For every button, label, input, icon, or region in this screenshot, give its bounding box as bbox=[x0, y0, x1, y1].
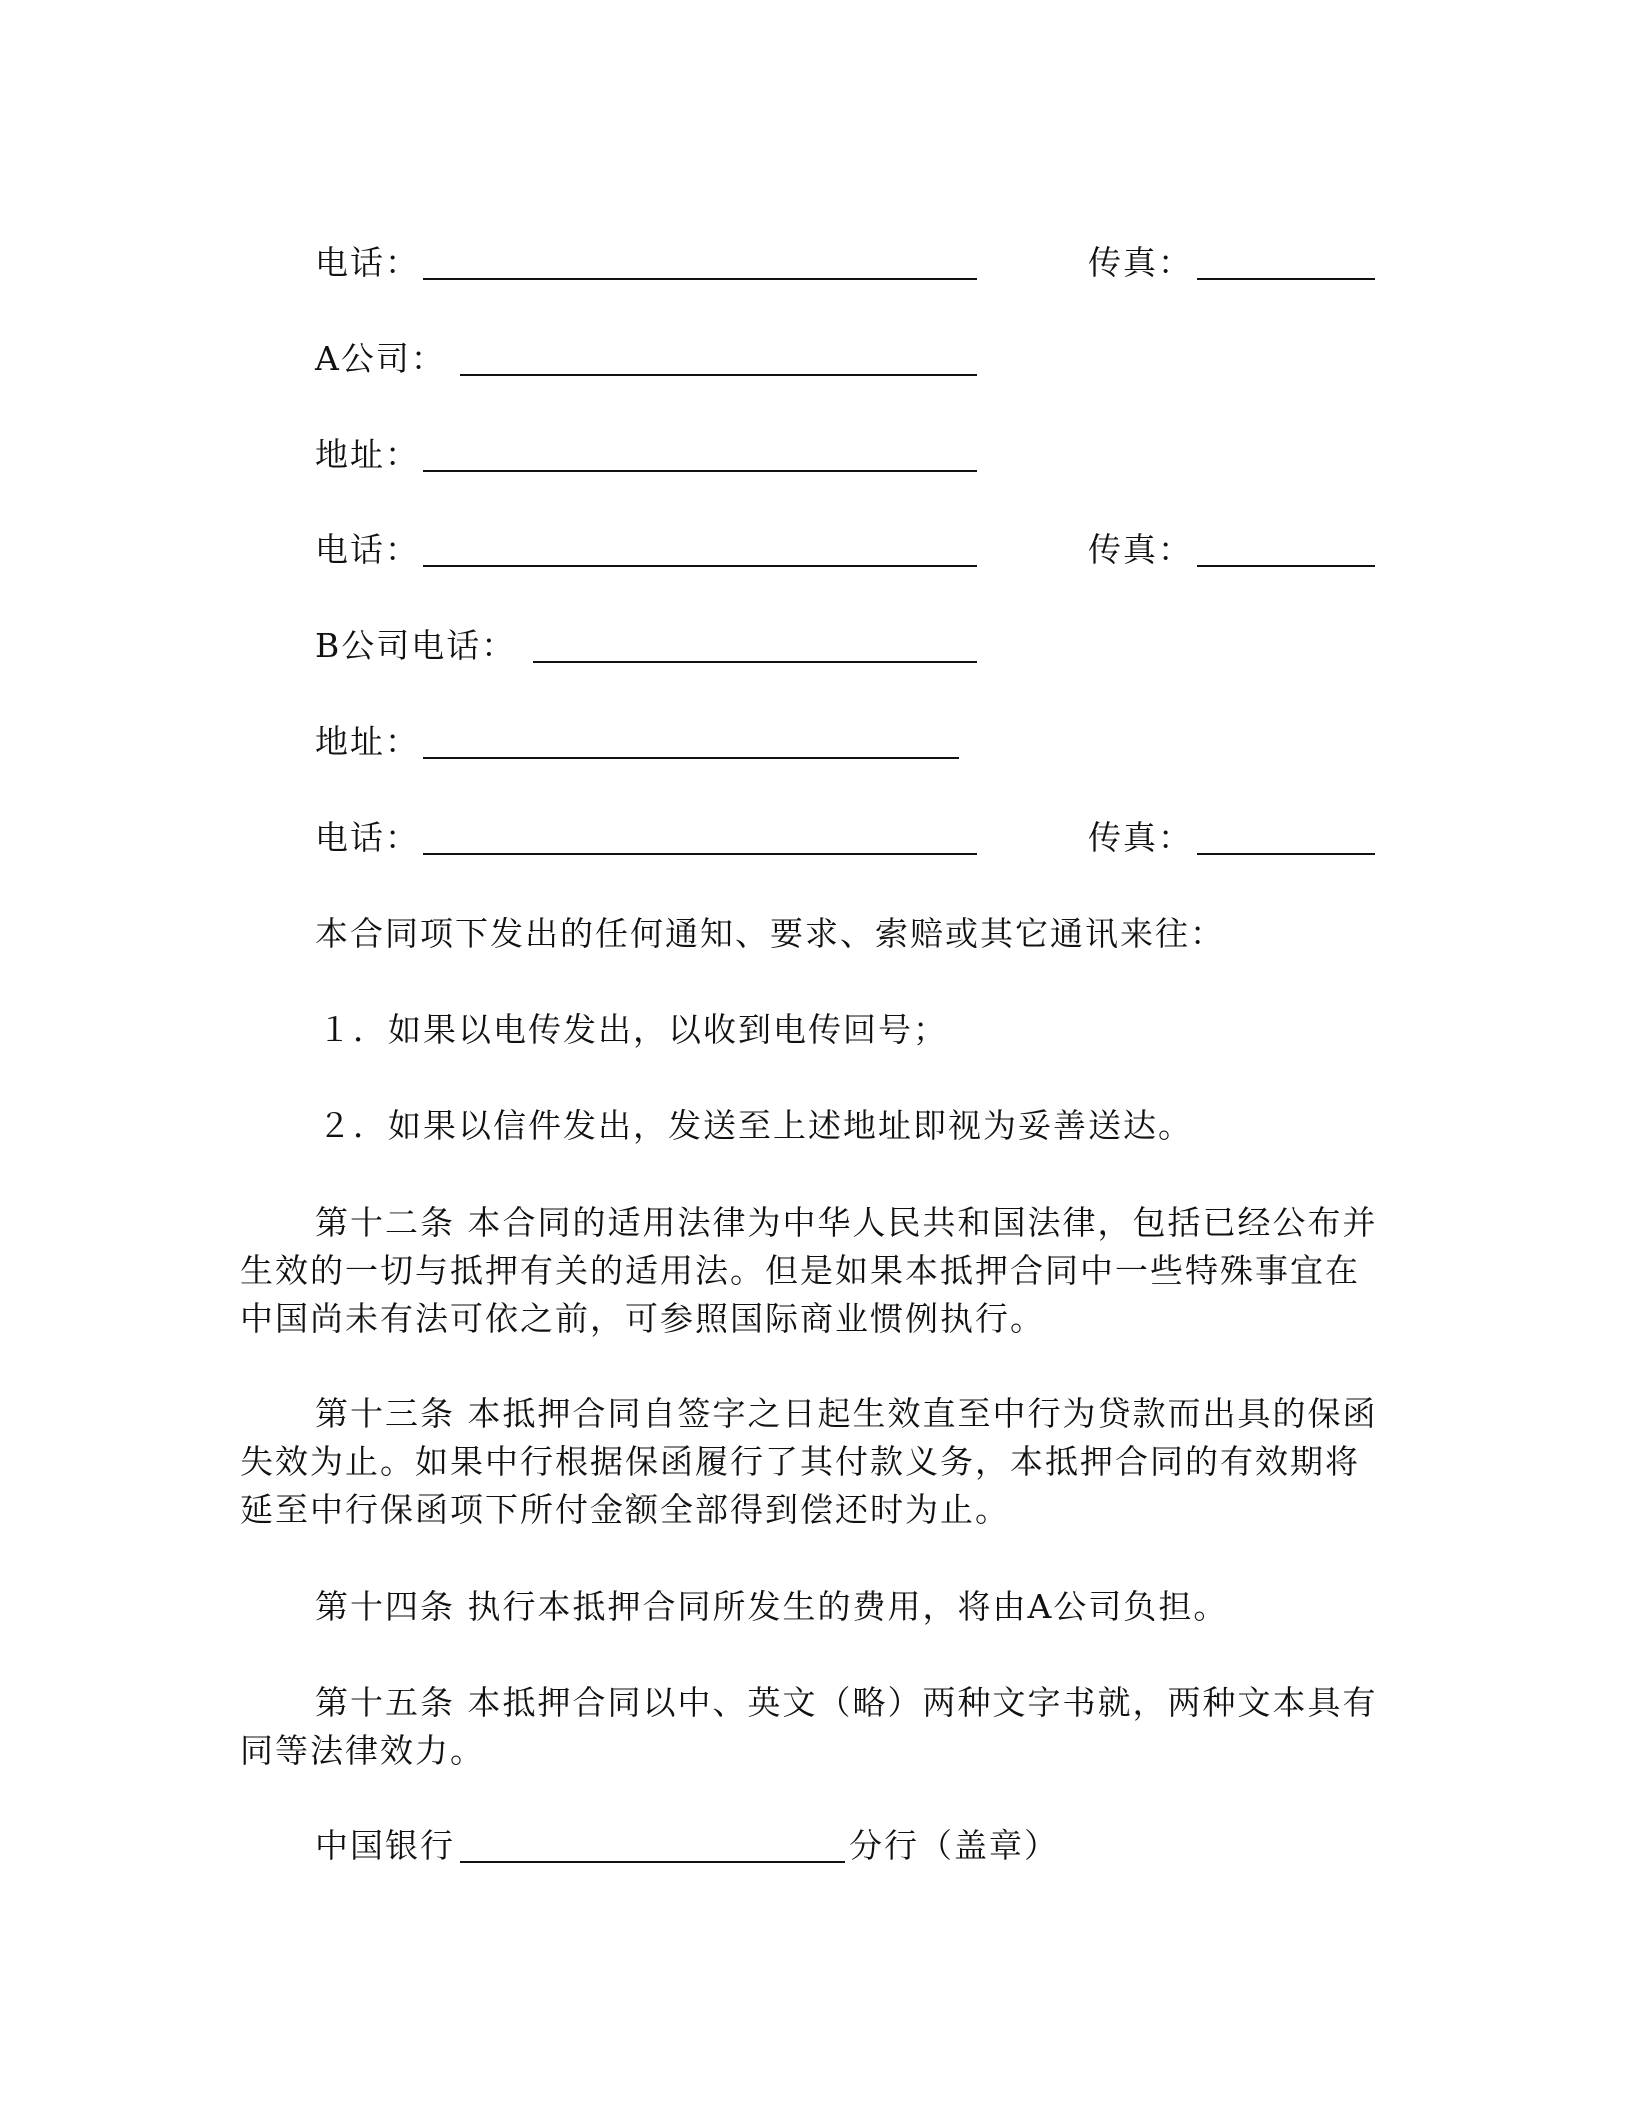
phone-label: 电话： bbox=[315, 530, 420, 569]
signature-suffix: 分行（盖章） bbox=[849, 1826, 1059, 1865]
article-12: 第十二条 本合同的适用法律为中华人民共和国法律，包括已经公布并生效的一切与抵押有关的适用法。但是如果本抵押合同中一些特殊事宜在中国尚未有法可依之前，可参照国际商业惯例执行。 bbox=[240, 1203, 1378, 1338]
fax-blank-line bbox=[1197, 565, 1375, 567]
contact-row-address bbox=[315, 719, 1015, 765]
signature-prefix: 中国银行 bbox=[315, 1826, 455, 1865]
contact-row-company-b bbox=[315, 623, 1015, 669]
address-label: 地址： bbox=[315, 435, 420, 474]
company-b-phone-blank-line bbox=[533, 661, 977, 663]
signature-branch-blank-line bbox=[460, 1861, 845, 1863]
fax-label: 传真： bbox=[1088, 243, 1193, 282]
company-a-blank-line bbox=[460, 374, 977, 376]
contact-row-phone-fax bbox=[315, 240, 1375, 286]
fax-blank-line bbox=[1197, 278, 1375, 280]
contact-row-company-a bbox=[315, 336, 1015, 382]
contact-row-phone-fax bbox=[315, 815, 1375, 861]
phone-label: 电话： bbox=[315, 818, 420, 857]
article-14: 第十四条 执行本抵押合同所发生的费用，将由A公司负担。 bbox=[315, 1587, 1229, 1626]
company-a-label: A公司： bbox=[315, 339, 446, 378]
phone-blank-line bbox=[423, 278, 977, 280]
notice-item: １．如果以电传发出，以收到电传回号； bbox=[318, 1010, 948, 1049]
contact-row-address bbox=[315, 432, 1015, 478]
phone-blank-line bbox=[423, 565, 977, 567]
fax-label: 传真： bbox=[1088, 530, 1193, 569]
article-13: 第十三条 本抵押合同自签字之日起生效直至中行为贷款而出具的保函失效为止。如果中行根据保函履行了其付款义务，本抵押合同的有效期将延至中行保函项下所付金额全部得到偿还时为止。 bbox=[240, 1394, 1378, 1529]
company-b-phone-label: B公司电话： bbox=[315, 626, 517, 665]
notice-intro: 本合同项下发出的任何通知、要求、索赔或其它通讯来往： bbox=[315, 914, 1225, 953]
signature-line bbox=[315, 1823, 1115, 1869]
article-15: 第十五条 本抵押合同以中、英文（略）两种文字书就，两种文本具有同等法律效力。 bbox=[240, 1683, 1378, 1770]
address-label: 地址： bbox=[315, 722, 420, 761]
address-blank-line bbox=[423, 470, 977, 472]
address-blank-line bbox=[423, 757, 959, 759]
fax-label: 传真： bbox=[1088, 818, 1193, 857]
fax-blank-line bbox=[1197, 853, 1375, 855]
notice-item: ２．如果以信件发出，发送至上述地址即视为妥善送达。 bbox=[318, 1106, 1193, 1145]
phone-blank-line bbox=[423, 853, 977, 855]
phone-label: 电话： bbox=[315, 243, 420, 282]
contact-row-phone-fax bbox=[315, 527, 1375, 573]
